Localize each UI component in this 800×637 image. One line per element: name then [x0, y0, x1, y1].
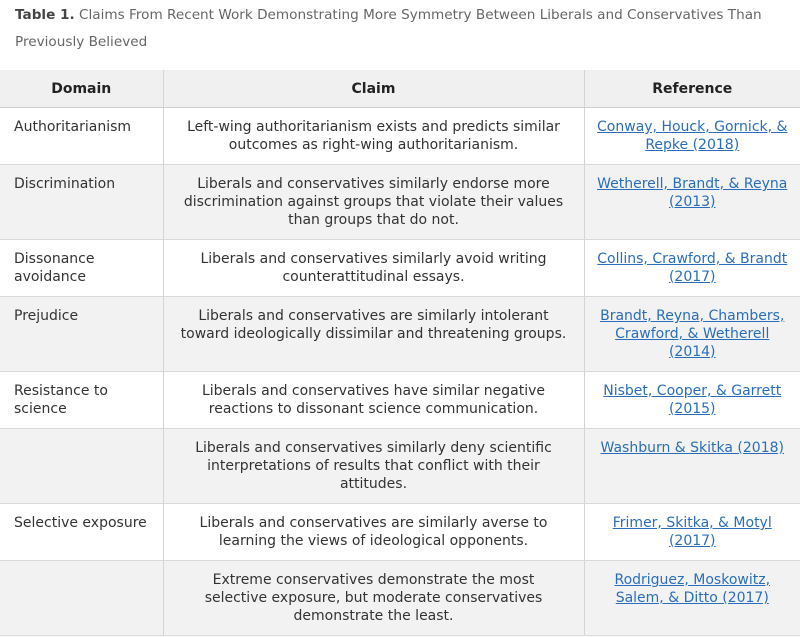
reference-cell: [584, 372, 800, 429]
reference-cell: [584, 240, 800, 297]
reference-link[interactable]: Wetherell, Brandt, & Reyna (2013): [597, 176, 788, 210]
header-domain: Domain: [0, 70, 163, 108]
claim-cell: Liberals and conservatives similarly deny scientific interpretations of results that conflict with their attitudes.: [163, 429, 584, 504]
table-row: [0, 372, 800, 429]
domain-cell: [0, 429, 163, 504]
reference-cell: [584, 165, 800, 240]
table-row: [0, 504, 800, 561]
table-caption-text: Claims From Recent Work Demonstrating More Symmetry Between Liberals and Conservatives Than Previously Believed: [15, 7, 762, 50]
header-claim: Claim: [163, 70, 584, 108]
reference-cell: [584, 561, 800, 636]
claim-cell: Liberals and conservatives similarly endorse more discrimination against groups that violate their values than groups that do not.: [163, 165, 584, 240]
claim-cell: Liberals and conservatives are similarly averse to learning the views of ideological opponents.: [163, 504, 584, 561]
table-row: [0, 297, 800, 372]
table-header-row: [0, 70, 800, 108]
table-row: [0, 165, 800, 240]
table-caption: [15, 2, 785, 56]
reference-cell: [584, 504, 800, 561]
domain-cell: Selective exposure: [0, 504, 163, 561]
table-caption-label: Table 1.: [15, 7, 75, 23]
reference-link[interactable]: Frimer, Skitka, & Motyl (2017): [612, 515, 772, 549]
claim-cell: Liberals and conservatives are similarly intolerant toward ideologically dissimilar and threatening groups.: [163, 297, 584, 372]
claim-cell: Extreme conservatives demonstrate the most selective exposure, but moderate conservatives demonstrate the least.: [163, 561, 584, 636]
table-row: [0, 429, 800, 504]
reference-link[interactable]: Rodriguez, Moskowitz, Salem, & Ditto (2017): [614, 572, 771, 606]
domain-cell: [0, 561, 163, 636]
claims-table: [0, 70, 800, 636]
reference-cell: [584, 297, 800, 372]
reference-link[interactable]: Nisbet, Cooper, & Garrett (2015): [603, 383, 782, 417]
domain-cell: Prejudice: [0, 297, 163, 372]
reference-link[interactable]: Conway, Houck, Gornick, & Repke (2018): [597, 119, 788, 153]
reference-link[interactable]: Brandt, Reyna, Chambers, Crawford, & Wetherell (2014): [600, 308, 785, 360]
domain-cell: Discrimination: [0, 165, 163, 240]
domain-cell: Dissonance avoidance: [0, 240, 163, 297]
claim-cell: Liberals and conservatives have similar negative reactions to dissonant science communication.: [163, 372, 584, 429]
table-row: [0, 561, 800, 636]
reference-cell: [584, 108, 800, 165]
reference-link[interactable]: Collins, Crawford, & Brandt (2017): [597, 251, 788, 285]
reference-link[interactable]: Washburn & Skitka (2018): [600, 440, 784, 456]
domain-cell: Authoritarianism: [0, 108, 163, 165]
reference-cell: [584, 429, 800, 504]
header-reference: Reference: [584, 70, 800, 108]
table-row: [0, 108, 800, 165]
domain-cell: Resistance to science: [0, 372, 163, 429]
claim-cell: Liberals and conservatives similarly avoid writing counterattitudinal essays.: [163, 240, 584, 297]
claim-cell: Left-wing authoritarianism exists and predicts similar outcomes as right-wing authoritarianism.: [163, 108, 584, 165]
table-row: [0, 240, 800, 297]
